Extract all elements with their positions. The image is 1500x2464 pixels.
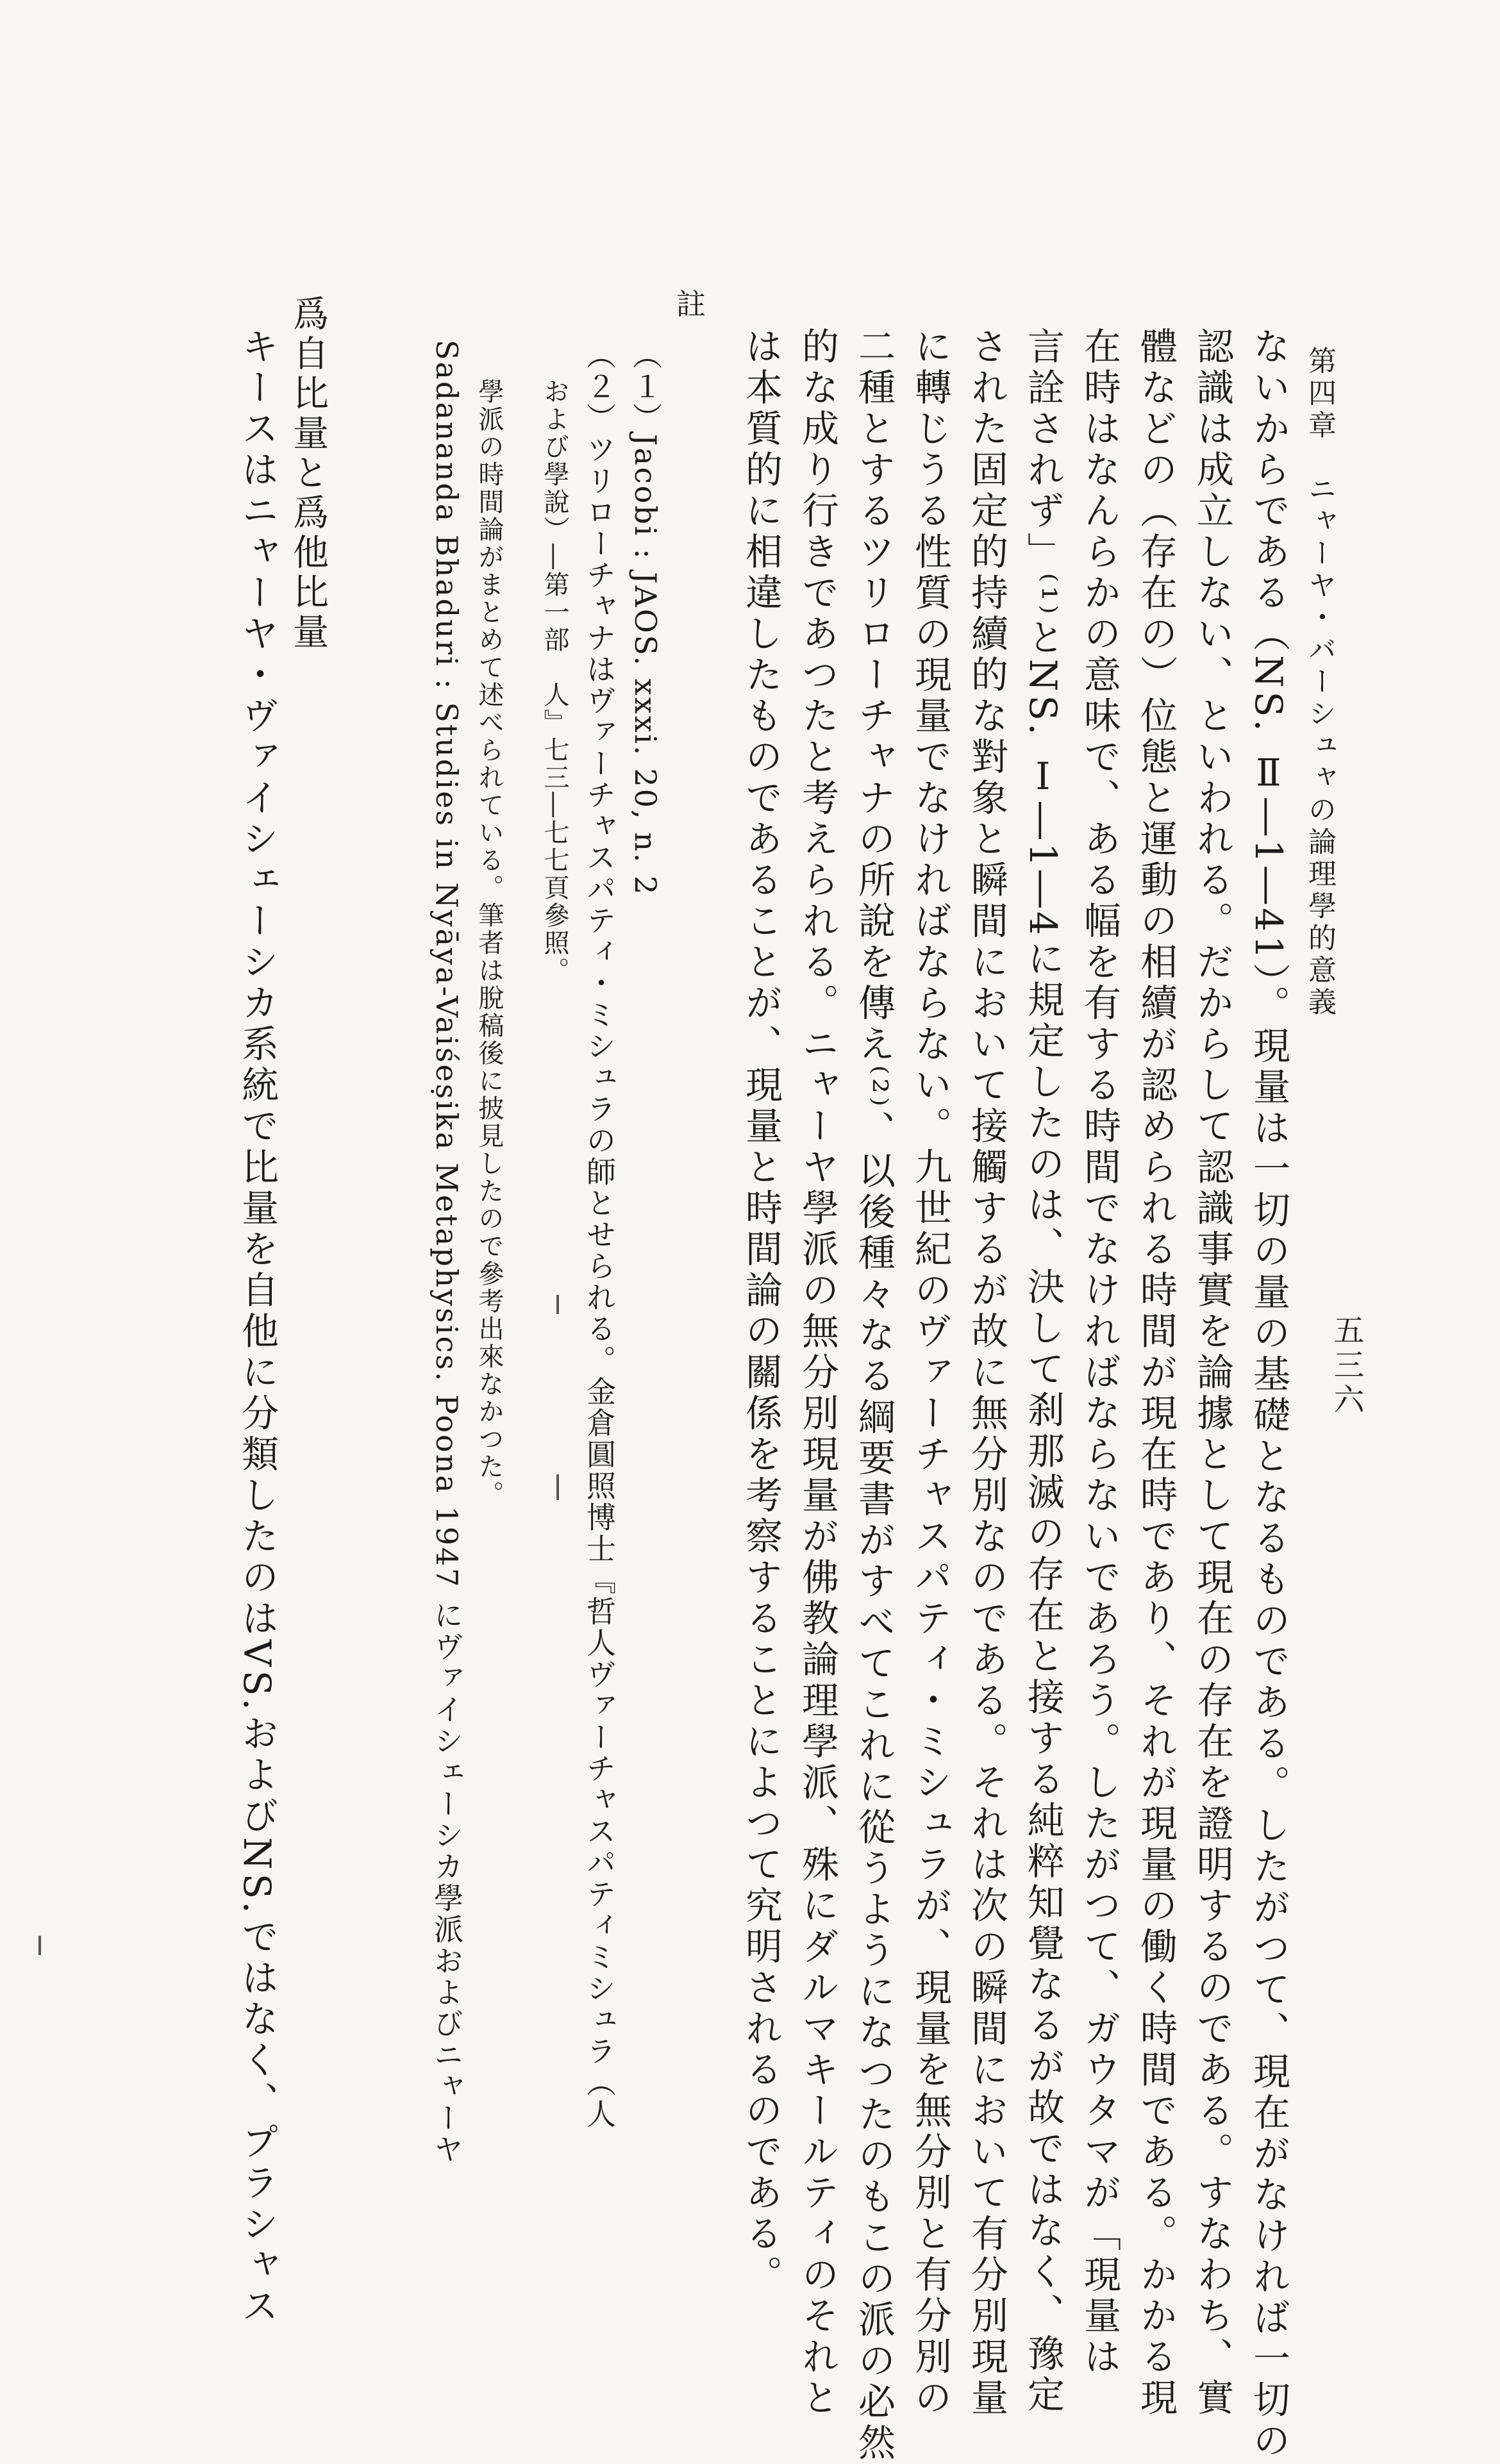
section-heading: 爲自比量と爲他比量 xyxy=(287,295,329,653)
scan-speck xyxy=(556,1295,559,1314)
body-line-6: された固定的持續的な對象と瞬間において接觸するが故に無分別なのである。それは次の瞬間において有分別現量 xyxy=(965,327,1008,2419)
page-number: 五三六 xyxy=(1328,1314,1364,1418)
body-line-2: 認識は成立しない、といわれる。だからして認識事實を論據として現在の存在を證明するのである。すなわち、實 xyxy=(1190,327,1234,2419)
note-2-cont: および學說）―第一部 人』七三―七七頁參照。 xyxy=(540,378,569,985)
note-3: Sadananda Bhaduri : Studies in Nyāya-Vaiśeṣika Metaphysics. Poona 1947 にヴァイシェーシカ學派およびニャーヤ xyxy=(429,340,464,2166)
scan-speck xyxy=(556,1474,559,1500)
body-line-4: 在時はなんらかの意味で、ある幅を有する時間でなければならないであろう。したがつて、ガウタマが「現量は xyxy=(1078,327,1121,2378)
section-first-line: キースはニャーヤ・ヴァイシェーシカ系統で比量を自他に分類したのはVS.およびNS.ではなく、プラシャス xyxy=(235,327,279,2327)
note-2: （２）ツリローチャナはヴァーチャスパティ・ミシュラの師とせられる。金倉圓照博士『哲人ヴァーチャスパティミシュラ（人 xyxy=(582,340,617,2130)
body-line-8: 二種とするツリローチャナの所說を傳え⁽²⁾、以後種々なる綱要書がすべてこれに從うようになつたのもこの派の必然 xyxy=(852,327,896,2464)
body-line-5: 言詮されず」⁽¹⁾とNS. Ⅰ―1―4に規定したのは、決して刹那滅の存在と接する純粹知覺なるが故ではなく、豫定 xyxy=(1021,327,1065,2416)
body-line-10: は本質的に相違したものであることが、現量と時間論の關係を考察することによつて究明されるのである。 xyxy=(739,327,783,2296)
body-line-3: 體などの（存在の）位態と運動の相續が認められる時間が現在時であり、それが現量の働く時間である。かかる現 xyxy=(1134,327,1178,2419)
scan-speck xyxy=(38,1936,41,1955)
body-line-7: に轉じうる性質の現量でなければならない。九世紀のヴァーチャスパティ・ミシュラが、現量を無分別と有分別の xyxy=(908,327,952,2419)
chapter-title: 第四章 ニャーヤ・バーシュャの論理學的意義 xyxy=(1303,346,1336,1019)
notes-label: 註 xyxy=(672,288,706,318)
note-1: （１）Jacobi : JAOS. xxxi. 20, n. 2 xyxy=(628,340,663,897)
body-line-1: ないからである（NS. Ⅱ―1―41）。現量は一切の量の基礎となるものである。したがつて、現在がなければ一切の xyxy=(1247,327,1290,2462)
note-3-cont: 學派の時間論がまとめて述べられている。筆者は脫稿後に披見したので參考出來なかつた。 xyxy=(474,378,504,1508)
body-line-9: 的な成り行きであつたと考えられる。ニャーヤ學派の無分別現量が佛教論理學派、殊にダルマキールティのそれと xyxy=(796,327,839,2419)
